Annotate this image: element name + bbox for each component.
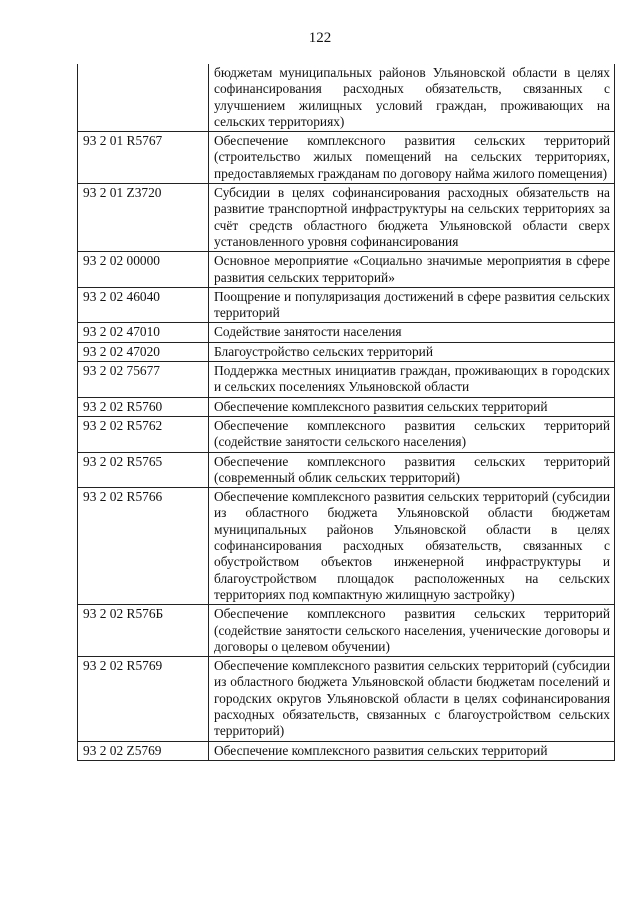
table-row [78, 657, 615, 741]
code-cell: 93 2 02 47020 [78, 342, 209, 361]
description-cell: Обеспечение комплексного развития сельских территорий (содействие занятости сельского населения) [209, 416, 615, 452]
description-cell: Обеспечение комплексного развития сельских территорий (субсидии из областного бюджета Ульяновской области бюджетам поселений и городских округов Ульяновской области в целях софинансирования расходных обязательств, связанных с благоустройством сельских территорий) [209, 657, 615, 741]
table-row [78, 184, 615, 252]
code-cell: 93 2 01 R5767 [78, 132, 209, 184]
page-number: 122 [308, 30, 332, 46]
code-cell: 93 2 02 Z5769 [78, 741, 209, 760]
code-cell: 93 2 02 R5769 [78, 657, 209, 741]
description-cell: Обеспечение комплексного развития сельских территорий [209, 741, 615, 760]
code-cell: 93 2 01 Z3720 [78, 184, 209, 252]
description-cell: Поощрение и популяризация достижений в сфере развития сельских территорий [209, 287, 615, 323]
code-cell: 93 2 02 R5765 [78, 452, 209, 488]
code-cell: 93 2 02 00000 [78, 252, 209, 288]
description-cell: бюджетам муниципальных районов Ульяновской области в целях софинансирования расходных обязательств, связанных с улучшением жилищных условий граждан, проживающих на сельских территориях) [209, 64, 615, 132]
code-cell: 93 2 02 R5762 [78, 416, 209, 452]
table-row [78, 741, 615, 760]
table-body [78, 64, 615, 760]
description-cell: Поддержка местных инициатив граждан, проживающих в городских и сельских поселениях Ульяновской области [209, 362, 615, 398]
description-cell: Обеспечение комплексного развития сельских территорий (субсидии из областного бюджета Ульяновской области бюджетам муниципальных районов Ульяновской области в целях софинансирования расходных обязательств, связанных с обустройством объектов инженерной инфраструктуры и благоустройством площадок расположенных на сельских территориях под компактную жилищную застройку) [209, 488, 615, 605]
code-cell: 93 2 02 R576Б [78, 605, 209, 657]
code-cell [78, 64, 209, 132]
description-cell: Основное мероприятие «Социально значимые мероприятия в сфере развития сельских территорий» [209, 252, 615, 288]
table-row [78, 488, 615, 605]
description-cell: Обеспечение комплексного развития сельских территорий (содействие занятости сельского населения, ученические договоры и договоры о целевом обучении) [209, 605, 615, 657]
table-row [78, 64, 615, 132]
description-cell: Обеспечение комплексного развития сельских территорий (строительство жилых помещений на сельских территориях, предоставляемых гражданам по договору найма жилого помещения) [209, 132, 615, 184]
table-row [78, 362, 615, 398]
code-cell: 93 2 02 R5760 [78, 397, 209, 416]
table-row [78, 132, 615, 184]
table-row [78, 342, 615, 361]
description-cell: Содействие занятости населения [209, 323, 615, 342]
code-cell: 93 2 02 R5766 [78, 488, 209, 605]
description-cell: Благоустройство сельских территорий [209, 342, 615, 361]
table-row [78, 252, 615, 288]
code-cell: 93 2 02 47010 [78, 323, 209, 342]
table-row [78, 323, 615, 342]
description-cell: Обеспечение комплексного развития сельских территорий (современный облик сельских территорий) [209, 452, 615, 488]
table-row [78, 287, 615, 323]
table-row [78, 605, 615, 657]
description-cell: Обеспечение комплексного развития сельских территорий [209, 397, 615, 416]
table-row [78, 452, 615, 488]
description-cell: Субсидии в целях софинансирования расходных обязательств на развитие транспортной инфраструктуры на сельских территориях за счёт средств областного бюджета Ульяновской области сверх установленного уровня софинансирования [209, 184, 615, 252]
table-row [78, 416, 615, 452]
budget-classification-table [77, 64, 615, 761]
table-row [78, 397, 615, 416]
code-cell: 93 2 02 75677 [78, 362, 209, 398]
code-cell: 93 2 02 46040 [78, 287, 209, 323]
